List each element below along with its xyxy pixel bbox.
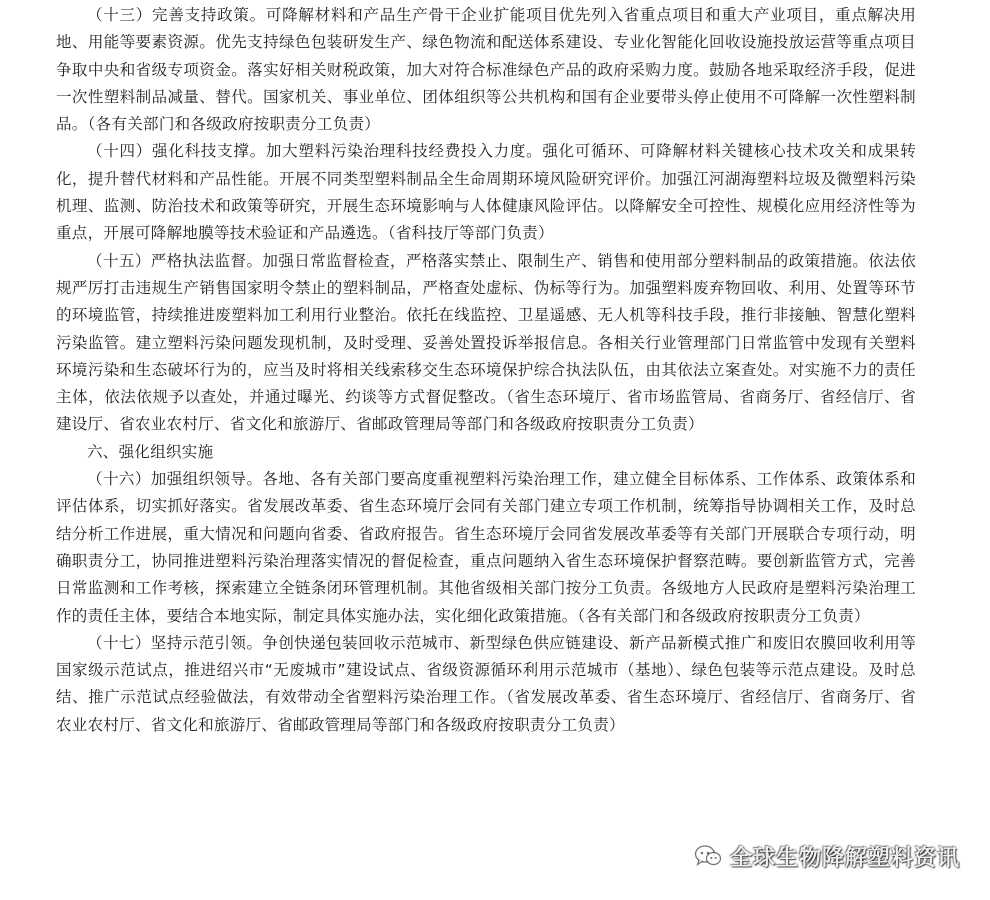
section-heading: 六、强化组织实施 [87, 442, 214, 461]
watermark [694, 836, 960, 876]
paragraph-16: （十六）加强组织领导。各地、各有关部门要高度重视塑料污染治理工作，建立健全目标体系、工作体系、政策体系和评估体系，切实抓好落实。省发展改革委、省生态环境厅会同有关部门建立专项工作机制，统筹指导协调相关工作，及时总结分析工作进展，重大情况和问题向省委、省政府报告。省生态环境厅会同省发展改革委等有关部门开展联合专项行动，明确职责分工，协同推进塑料污染治理落实情况的督促检查，重点问题纳入省生态环境保护督察范畴。要创新监管方式，完善日常监测和工作考核，探索建立全链条闭环管理机制。其他省级相关部门按分工负责。各级地方人民政府是塑料污染治理工作的责任主体，要结合本地实际，制定具体实施办法，实化细化政策措施。（各有关部门和各级政府按职责分工负责） [56, 470, 916, 625]
paragraph-15: （十五）严格执法监督。加强日常监督检查，严格落实禁止、限制生产、销售和使用部分塑料制品的政策措施。依法依规严厉打击违规生产销售国家明令禁止的塑料制品，严格查处虚标、伪标等行为。加强塑料废弃物回收、利用、处置等环节的环境监管，持续推进废塑料加工利用行业整治。依托在线监控、卫星遥感、无人机等科技手段，推行非接触、智慧化塑料污染监管。建立塑料污染问题发现机制，及时受理、妥善处置投诉举报信息。各相关行业管理部门日常监管中发现有关塑料环境污染和生态破坏行为的，应当及时将相关线索移交生态环境保护综合执法队伍，由其依法立案查处。对实施不力的责任主体，依法依规予以查处，并通过曝光、约谈等方式督促整改。（省生态环境厅、省市场监管局、省商务厅、省经信厅、省建设厅、省农业农村厅、省文化和旅游厅、省邮政管理局等部门和各级政府按职责分工负责） [56, 251, 916, 434]
wechat-icon [694, 844, 722, 868]
document-body [56, 2, 916, 739]
watermark-text: 全球生物降解塑料资讯 [729, 845, 960, 871]
paragraph-13: （十三）完善支持政策。可降解材料和产品生产骨干企业扩能项目优先列入省重点项目和重大产业项目，重点解决用地、用能等要素资源。优先支持绿色包装研发生产、绿色物流和配送体系建设、专业化智能化回收设施投放运营等重点项目争取中央和省级专项资金。落实好相关财税政策，加大对符合标准绿色产品的政府采购力度。鼓励各地采取经济手段，促进一次性塑料制品减量、替代。国家机关、事业单位、团体组织等公共机构和国有企业要带头停止使用不可降解一次性塑料制品。（各有关部门和各级政府按职责分工负责） [56, 6, 916, 134]
paragraph-17: （十七）坚持示范引领。争创快递包装回收示范城市、新型绿色供应链建设、新产品新模式推广和废旧农膜回收利用等国家级示范试点，推进绍兴市“无废城市”建设试点、省级资源循环利用示范城市（基地）、绿色包装等示范点建设。及时总结、推广示范试点经验做法，有效带动全省塑料污染治理工作。（省发展改革委、省生态环境厅、省经信厅、省商务厅、省农业农村厅、省文化和旅游厅、省邮政管理局等部门和各级政府按职责分工负责） [56, 633, 916, 734]
paragraph-14: （十四）强化科技支撑。加大塑料污染治理科技经费投入力度。强化可循环、可降解材料关键核心技术攻关和成果转化，提升替代材料和产品性能。开展不同类型塑料制品全生命周期环境风险研究评价。加强江河湖海塑料垃圾及微塑料污染机理、监测、防治技术和政策等研究，开展生态环境影响与人体健康风险评估。以降解安全可控性、规模化应用经济性等为重点，开展可降解地膜等技术验证和产品遴选。（省科技厅等部门负责） [56, 142, 916, 243]
